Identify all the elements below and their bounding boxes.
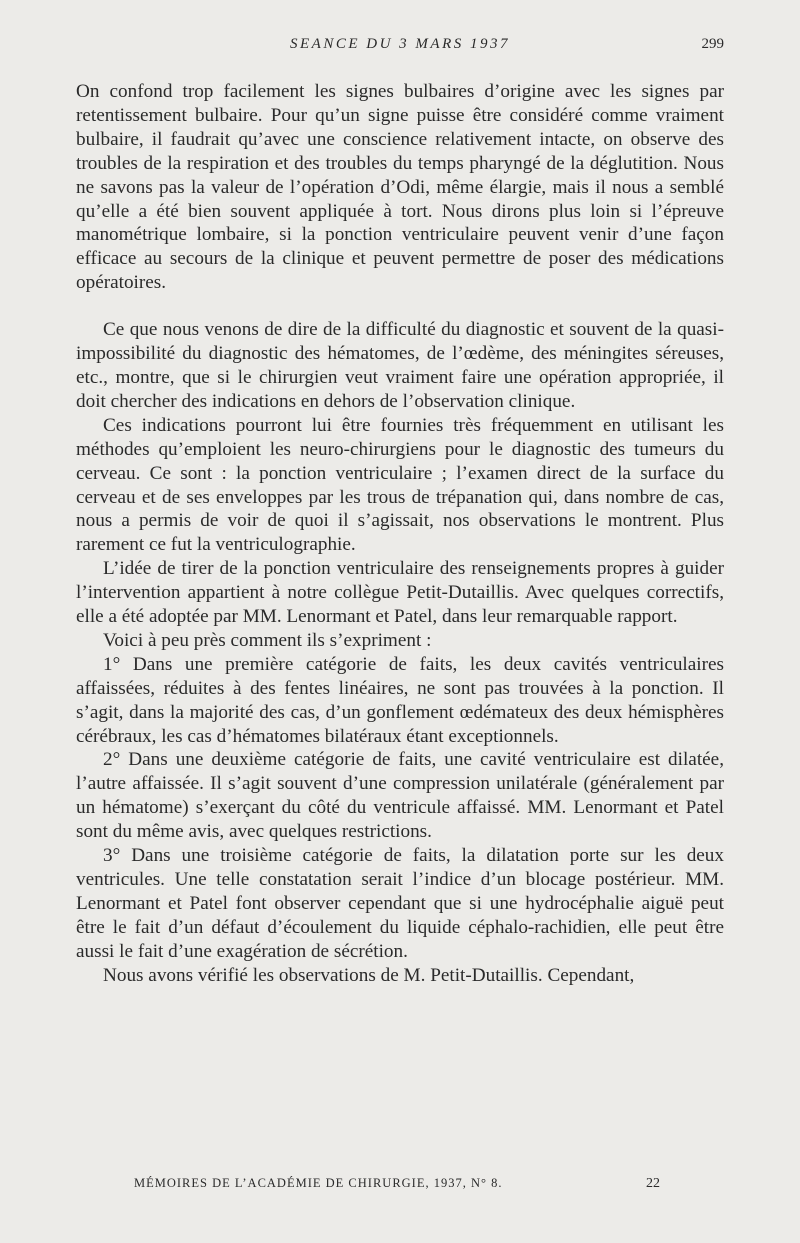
page-header xyxy=(76,36,724,58)
sheet-number: 22 xyxy=(646,1176,660,1191)
journal-reference: MÉMOIRES DE L’ACADÉMIE DE CHIRURGIE, 1937, N° 8. xyxy=(134,1176,503,1190)
body-text xyxy=(76,80,724,988)
running-title: SEANCE DU 3 MARS 1937 xyxy=(290,36,510,52)
paragraph: L’idée de tirer de la ponction ventriculaire des renseignements propres à guider l’intervention appartient à notre collègue Petit-Dutaillis. Avec quelques correctifs, elle a été adoptée par MM. Lenormant et Patel, dans leur remarquable rapport. xyxy=(76,558,724,628)
paragraph: Nous avons vérifié les observations de M. Petit-Dutaillis. Cependant, xyxy=(103,964,635,986)
paragraph: Ces indications pourront lui être fournies très fréquemment en utilisant les méthodes qu’emploient les neuro-chirurgiens pour le diagnostic des tumeurs du cerveau. Ce sont : la ponction ventriculaire ; l’examen direct de la surface du cerveau et de ses enveloppes par les trous de trépanation qui, dans nombre de cas, nous a permis de voir de quoi il s’agissait, nos observations le montrent. Plus rarement ce fut la ventriculographie. xyxy=(76,414,724,556)
page-number: 299 xyxy=(701,36,724,52)
paragraph: 3° Dans une troisième catégorie de faits, la dilatation porte sur les deux ventricules. Une telle constatation serait l’indice d’un blocage postérieur. MM. Lenormant et Patel font observer cependant que si une hydrocéphalie aiguë peut être le fait d’un défaut d’écoulement du liquide céphalo-rachidien, elle peut être aussi le fait d’une exagération de sécrétion. xyxy=(76,845,724,962)
page-footer xyxy=(134,1176,724,1196)
paragraph: Voici à peu près comment ils s’expriment : xyxy=(103,629,432,651)
paragraph: 2° Dans une deuxième catégorie de faits, une cavité ventriculaire est dilatée, l’autre affaissée. Il s’agit souvent d’une compression unilatérale (généralement par un hématome) s’exerçant du côté du ventricule affaissé. MM. Lenormant et Patel sont du même avis, avec quelques restrictions. xyxy=(76,749,724,843)
paragraph: 1° Dans une première catégorie de faits, les deux cavités ventriculaires affaissées, réduites à des fentes linéaires, ne sont pas trouvées à la ponction. Il s’agit, dans la majorité des cas, d’un gonflement œdémateux des deux hémisphères cérébraux, les cas d’hématomes bilatéraux étant exceptionnels. xyxy=(76,653,724,747)
paragraph: On confond trop facilement les signes bulbaires d’origine avec les signes par retentissement bulbaire. Pour qu’un signe puisse être considéré comme vraiment bulbaire, il faudrait qu’avec une conscience relativement intacte, on observe des troubles de la respiration et des troubles du temps pharyngé de la déglutition. Nous ne savons pas la valeur de l’opération d’Odi, même élargie, mais il nous a semblé qu’elle a été bien souvent appliquée à tort. Nous dirons plus loin si l’épreuve manométrique lombaire, si la ponction ventriculaire peuvent venir d’une façon efficace au secours de la clinique et peuvent permettre de poser des médications opératoires. xyxy=(76,81,724,294)
paragraph: Ce que nous venons de dire de la difficulté du diagnostic et souvent de la quasi-impossibilité du diagnostic des hématomes, de l’œdème, des méningites séreuses, etc., montre, que si le chirurgien veut vraiment faire une opération appropriée, il doit chercher des indications en dehors de l’observation clinique. xyxy=(76,319,724,412)
